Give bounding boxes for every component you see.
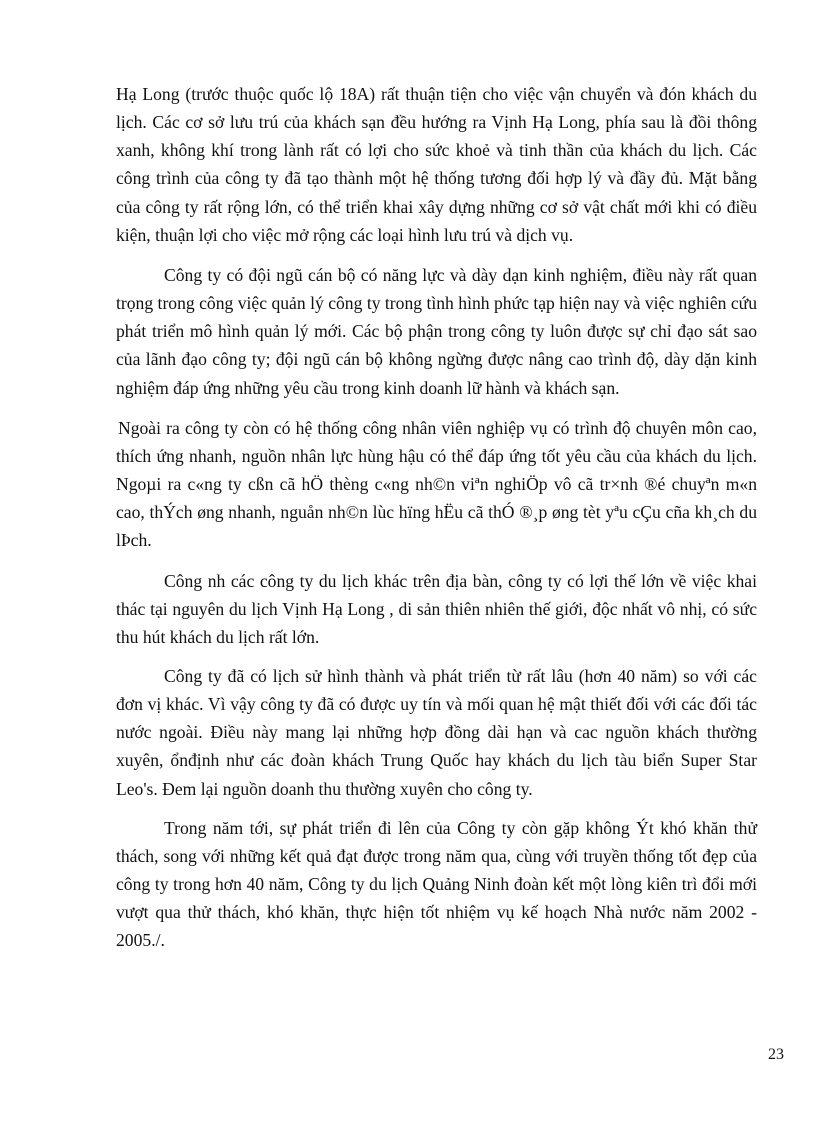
- page-number: 23: [768, 1046, 784, 1063]
- paragraph-company-history: Công ty đã có lịch sử hình thành và phát triển từ rất lâu (hơn 40 năm) so với các đơn vị khác. Vì vậy công ty đã có được uy tín và mối quan hệ mật thiết đối với các đối tác nước ngoài. Điều này mang lại những hợp đồng dài hạn và cac nguồn khách thường xuyên, ổnđịnh như các đoàn khách Trung Quốc hay khách du lịch tàu biển Super Star Leo's. Đem lại nguồn doanh thu thường xuyên cho công ty.: [116, 665, 757, 799]
- paragraph-halong-advantage: Công nh các công ty du lịch khác trên địa bàn, công ty có lợi thế lớn về việc khai thác tại nguyên du lịch Vịnh Hạ Long , di sản thiên nhiên thế giới, độc nhất vô nhị, có sức thu hút khách du lịch rất lớn.: [116, 570, 757, 647]
- paragraph-location-facilities: Hạ Long (trước thuộc quốc lộ 18A) rất thuận tiện cho việc vận chuyển và đón khách du lịch. Các cơ sở lưu trú của khách sạn đều hướng ra Vịnh Hạ Long, phía sau là đồi thông xanh, không khí trong lành rất có lợi cho sức khoẻ và tinh thần của khách du lịch. Các công trình của công ty đã tạo thành một hệ thống tương đối hợp lý và đầy đủ. Mặt bằng của công ty rất rộng lớn, có thể triển khai xây dựng những cơ sở vật chất mới khi có điều kiện, thuận lợi cho việc mở rộng các loại hình lưu trú và dịch vụ.: [116, 84, 757, 245]
- paragraph-future-outlook: Trong năm tới, sự phát triển đi lên của Công ty còn gặp không Ýt khó khăn thử thách, song với những kết quả đạt được trong năm qua, cùng với truyền thống tốt đẹp của công ty trong hơn 40 năm, Công ty du lịch Quảng Ninh đoàn kết một lòng kiên trì đổi mới vượt qua thử thách, khó khăn, thực hiện tốt nhiệm vụ kế hoạch Nhà nước năm 2002 - 2005./.: [116, 817, 757, 951]
- paragraph-staff-capacity: Công ty có đội ngũ cán bộ có năng lực và dày dạn kinh nghiệm, điều này rất quan trọng trong công việc quản lý công ty trong tình hình phức tạp hiện nay và việc nghiên cứu phát triển mô hình quản lý mới. Các bộ phận trong công ty luôn được sự chỉ đạo sát sao của lãnh đạo công ty; đội ngũ cán bộ không ngừng được nâng cao trình độ, dày dặn kinh nghiệm đáp ứng những yêu cầu trong kinh doanh lữ hành và khách sạn.: [116, 264, 757, 398]
- body-text: [116, 80, 757, 955]
- paragraph-employee-skills: Ngoài ra công ty còn có hệ thống công nhân viên nghiệp vụ có trình độ chuyên môn cao, thích ứng nhanh, nguồn nhân lực hùng hậu có thể đáp ứng tốt yêu cầu của khách du lịch. Ngoµi ra c«ng ty cßn cã hÖ thèng c«ng nh©n viªn nghiÖp vô cã tr×nh ®é chuyªn m«n cao, thÝch øng nhanh, nguån nh©n lùc hïng hËu cã thÓ ®¸p øng tèt yªu cÇu cña kh¸ch du lÞch.: [116, 417, 757, 551]
